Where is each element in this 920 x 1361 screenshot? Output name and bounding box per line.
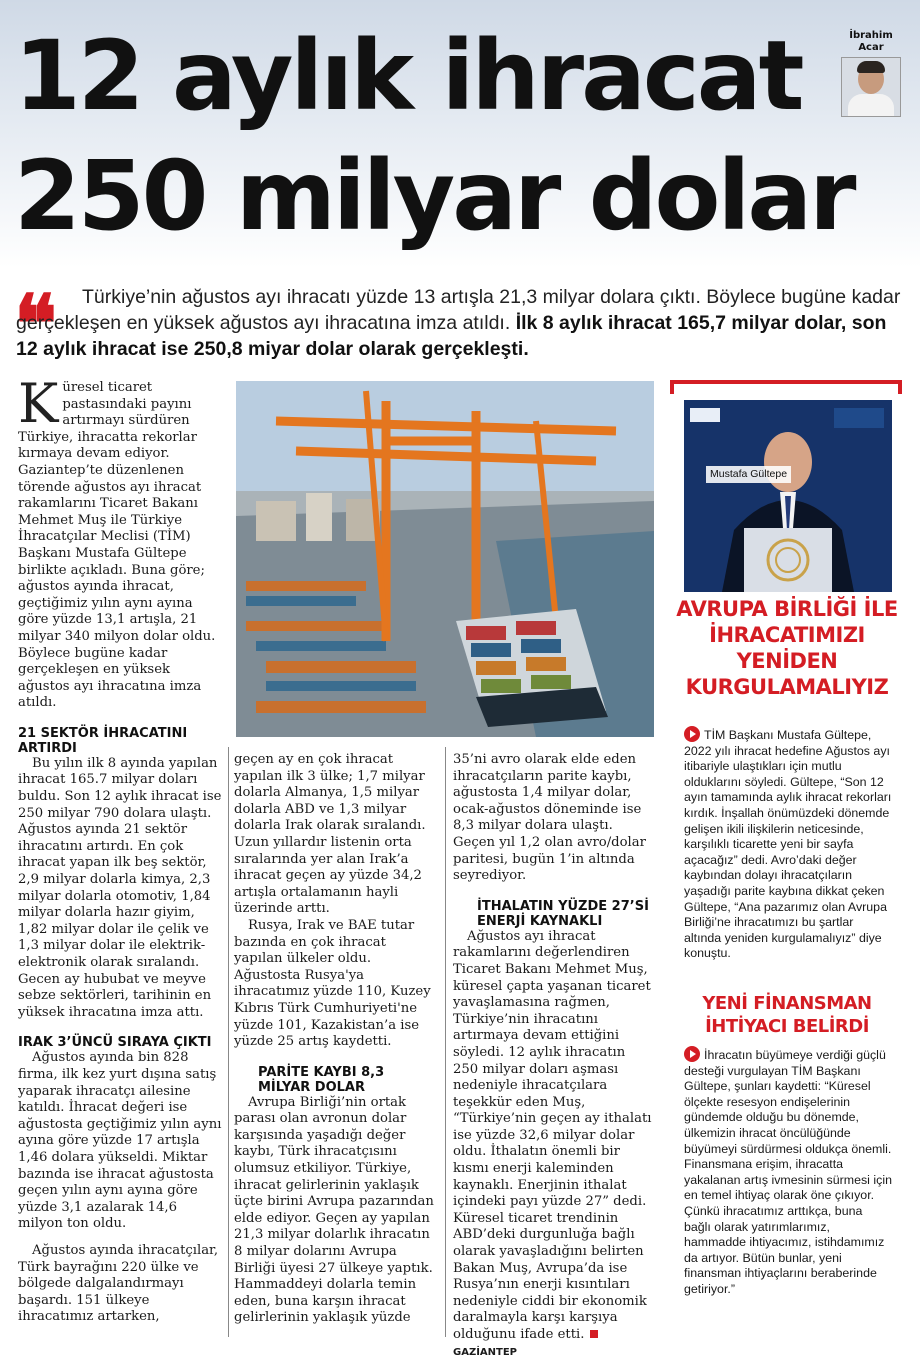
sidebar-text-finance: İhracatın büyümeye verdiği güçlü desteği vurgulayan TİM Başkanı Gültepe, şunları kaydetti: “Küresel ölçekte resesyon endişelerinin gündemde olduğu bu dönemde, ülkemizin ihracat öncülüğünde büyümeyi sürdürmesi oldukça önemli. Finansmana erişim, ihracatta yakalanan artış ivmesinin sürmesi için en temel ihtiyaç olarak öne çıkıyor. Çünkü ihracatımız arttıkça, buna bağlı olarak yatırımlarımız, hammadde ihtiyacımız, istihdamımız da artıyor. Bütün bunlar, yeni finansman ihtiyaçlarını beraberinde getiriyor.” bbox=[684, 1048, 892, 1296]
lead-text: Türkiye’nin ağustos ayı ihracatı yüzde 13 artışla 21,3 milyar dolara çıktı. Böylece bugüne kadar gerçekleşen en yüksek ağustos ayı ihracatına imza atıldı. bbox=[16, 286, 901, 334]
paragraph-iraq: Ağustos ayında bin 828 firma, ilk kez yurt dışına satış yaparak ihracatçı ailesine katıldı. İhracat değeri ise ağustosta geçtiğimiz yılın aynı ayına göre yüzde 17 artışla 1,46 dolara yükseldi. Miktar bazında ise ihracat ağustosta geçen yılın aynı ayına göre yüzde 3,1 azalarak 14,6 milyon ton oldu. bbox=[18, 1050, 222, 1232]
author-name: İbrahim Acar bbox=[849, 30, 893, 53]
speaker-illustration bbox=[684, 400, 892, 592]
sidebar-text-eu: TİM Başkanı Mustafa Gültepe, 2022 yılı ihracat hedefine Ağustos ayı itibariyle ulaştıkları için mutlu olduklarını söyledi. Gültepe, “Son 12 ayın tamamında aylık ihracat rekorları kırdık. İnşallah önümüzdeki dönemde gelişen ikili ilişkilerin neticesinde, karşılıklı ticarette yeni bir sayfa açacağız” dedi. Avro’daki değer kaybından dolayı ihracatçıların yaşadığı parite kaybına dikkat çeken Gültepe, “Ana pazarımız olan Avrupa Birliği’ne ihracatımızı bu şartlar altında yeniden kurgulamalıyız” diye konuştu. bbox=[684, 728, 892, 961]
paragraph-countries: Ağustos ayında ihracatçılar, Türk bayrağını 220 ülke ve bölgede dalgalandırmayı başardı. 151 ülkeye ihracatımız artarken, bbox=[18, 1242, 219, 1325]
column-divider bbox=[228, 747, 229, 1337]
photo-caption: Mustafa Gültepe bbox=[706, 466, 791, 483]
lead-paragraph bbox=[14, 277, 902, 371]
article-column-1 bbox=[18, 372, 222, 1326]
paragraph-sectors: Bu yılın ilk 8 ayında yapılan ihracat 165.7 milyar doları buldu. Son 12 aylık ihracat ise 250 milyar 790 dolara ulaştı. Ağustos ayında 21 sektör ihracatını artırdı. En çok ihracat yapan ilk beş sektör, 2,9 milyar dolarla kimya, 2,3 milyar dolarla otomotiv, 1,84 milyar dolarla hazır giyim, 1,82 milyar dolar ile çelik ve 1,3 milyar dolar ile elektrik-elektronik olarak sıralandı. Gecen ay hububat ve meyve sebze sektörleri, tarihinin en yüksek ihracatına imza attı. bbox=[18, 755, 222, 1020]
paragraph-top-countries: geçen ay en çok ihracat yapılan ilk 3 ülke; 1,7 milyar dolarla Almanya, 1,5 milyar dolarla ABD ve 1,3 milyar dolarla Irak olarak sıralandı. Uzun yıllardır listenin orta sıralarında yer alan Irak’a ihracat geçen ay yüzde 34,2 artışla ortalamanın hayli üzerinde arttı. bbox=[234, 752, 426, 917]
paragraph-imports: Ağustos ayı ihracat rakamlarını değerlendiren Ticaret Bakanı Mehmet Muş, küresel çapta yaşanan ticaret yavaşlamasına rağmen, Türkiye’nin ihracatını artırmaya devam ettiğini söyledi. 12 aylık ihracatın 250 milyar doları aşması nedeniyle ihracatçılara teşekkür eden Muş, “Türkiye’nin geçen ay ithalatı ise yüzde 32,6 milyar dolar oldu. İthalatın önemli bir kısmı enerji kaleminden kaynaklı. Enerjinin ithalat içindeki payı yüzde 27” dedi. Küresel ticaret trendinin ABD’deki durgunluğa bağlı olarak yavaşladığını belirten Bakan Muş, Avrupa’da ise Rusya’nın enerji kısıntıları nedeniyle ciddi bir ekonomik daralmayla karşı karşıya olduğunu ifade etti.GAZİANTEP bbox=[453, 928, 652, 1358]
play-icon bbox=[684, 726, 700, 742]
article-column-3 bbox=[453, 752, 653, 1361]
paragraph-parity-loss: 35’ni avro olarak elde eden ihracatçıların parite kaybı, ağustosta 1,4 milyar dolar, ocak-ağustos döneminde ise 8,3 milyar dolara ulaştı. Geçen yıl 1,2 olan avro/dolar paritesi, bugün 1’in altında seyrediyor. bbox=[453, 752, 646, 884]
lead-bold-text: İlk 8 aylık ihracat 165,7 milyar dolar, son 12 aylık ihracat ise 250,8 miyar dolar olarak gerçekleşti. bbox=[16, 312, 887, 360]
sidebar-frame bbox=[670, 380, 902, 394]
speaker-photo bbox=[684, 400, 892, 592]
subheading-iraq: IRAK 3’ÜNCÜ SIRAYA ÇIKTI bbox=[18, 1035, 212, 1051]
subheading-sectors: 21 SEKTÖR İHRACATINI ARTIRDI bbox=[18, 725, 188, 756]
paragraph-russia: Rusya, Irak ve BAE tutar bazında en çok ihracat yapılan ülkeler oldu. Ağustosta Rusya'ya ihracatımız yüzde 110, Kuzey Kıbrıs Türk Cumhuriyeti'ne yüzde 101, Kazakistan’a ise yüzde 25 artış kaydetti. bbox=[234, 917, 431, 1050]
subheading-parity: PARİTE KAYBI 8,3 MİLYAR DOLAR bbox=[258, 1064, 385, 1095]
sidebar-title-eu: AVRUPA BİRLİĞİ İLE İHRACATIMIZI YENİDEN KURGULAMALIYIZ bbox=[676, 597, 898, 699]
signature: GAZİANTEP bbox=[453, 1346, 518, 1358]
column-divider bbox=[445, 747, 446, 1337]
author-photo bbox=[841, 57, 901, 117]
paragraph-parity: Avrupa Birliği’nin ortak parası olan avronun dolar karşısında yaşadığı değer kaybı, Türk ihracatçısını olumsuz etkiliyor. Türkiye, ihracat gelirlerinin yaklaşık üçte birini Avrupa pazarından elde ediyor. Geçen ay yapılan 21,3 milyar dolarlık ihracatın 8 milyar dolarını Avrupa Birliği üyesi 27 ülkeye yaptık. Hammaddeyi dolarla temin eden, buna karşın ihracat gelirlerinin yaklaşık yüzde bbox=[234, 1094, 434, 1326]
port-photo bbox=[236, 381, 654, 737]
drop-cap: K bbox=[18, 372, 59, 435]
headline-line-1: 12 aylık ihracat bbox=[14, 20, 802, 132]
sidebar-title-finance: YENİ FİNANSMAN İHTİYACI BELİRDİ bbox=[702, 993, 872, 1037]
article-column-2 bbox=[234, 752, 437, 1327]
article-intro: Küresel ticaret pastasındaki payını artırmayı sürdüren Türkiye, ihracatta rekorlar kırmaya devam ediyor. Gaziantep’te düzenlenen törende ağustos ayı ihracat rakamlarını Ticaret Bakanı Mehmet Muş ile Türkiye İhracatçılar Meclisi (TİM) Başkanı Mustafa Gültepe birlikte açıkladı. Buna göre; ağustos ayında ihracat, geçtiğimiz yılın aynı ayına göre yüzde 13,1 artışla, 21 milyar 340 milyon dolar oldu. Böylece bugüne kadar gerçekleşen en yüksek ağustos ayı ihracatına imza atıldı. bbox=[18, 372, 216, 711]
headline-line-2: 250 milyar dolar bbox=[14, 140, 854, 252]
subheading-imports: İTHALATIN YÜZDE 27’Sİ ENERJİ KAYNAKLI bbox=[477, 898, 649, 929]
container-port-illustration bbox=[236, 381, 654, 737]
signature-square-icon bbox=[590, 1330, 598, 1338]
play-icon bbox=[684, 1046, 700, 1062]
quote-mark-icon: ❝ bbox=[14, 277, 58, 371]
sidebar bbox=[670, 380, 902, 1340]
author-box bbox=[840, 30, 902, 117]
